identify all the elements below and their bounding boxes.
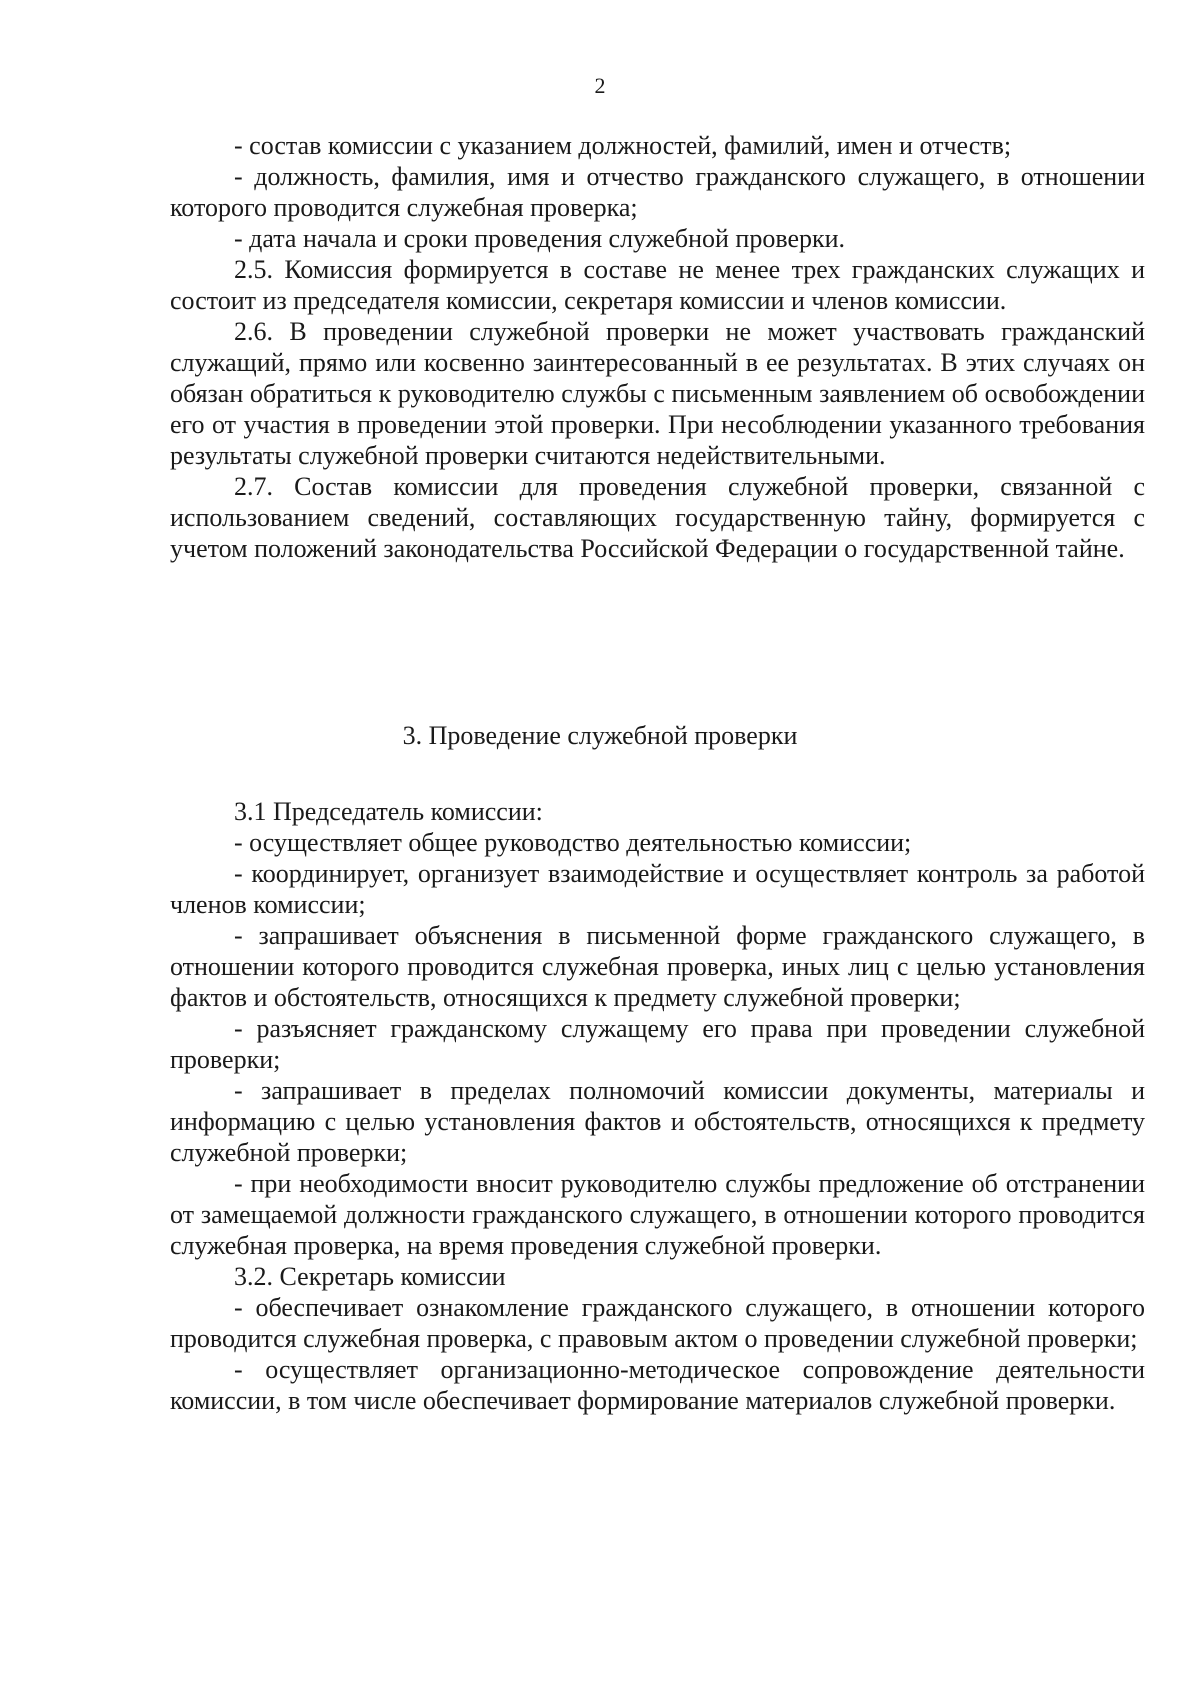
page-number: 2 (594, 73, 606, 98)
paragraph-3-1-title: 3.1 Председатель комиссии: (234, 797, 543, 826)
paragraph-coordinates: - координирует, организует взаимодействие и осуществляет контроль за работой членов комиссии; (170, 859, 1145, 919)
paragraph-commission-composition: - состав комиссии с указанием должностей, фамилий, имен и отчеств; (234, 131, 1012, 160)
paragraph-requests-explanations: - запрашивает объяснения в письменной форме гражданского служащего, в отношении которого проводится служебная проверка, иных лиц с целью установления фактов и обстоятельств, относящихся к предмету служебной проверки; (170, 921, 1145, 1012)
paragraph-2-6: 2.6. В проведении служебной проверки не может участвовать гражданский служащий, прямо или косвенно заинтересованный в ее результатах. В этих случаях он обязан обратиться к руководителю службы с письменным заявлением об освобождении его от участия в проведении этой проверки. При несоблюдении указанного требования результаты служебной проверки считаются недействительными. (170, 317, 1145, 470)
paragraph-explains-rights: - разъясняет гражданскому служащему его права при проведении служебной проверки; (170, 1014, 1145, 1074)
section-3-body (170, 796, 1145, 1416)
paragraph-start-date: - дата начала и сроки проведения служебной проверки. (234, 224, 846, 253)
section-2-continued (170, 130, 1145, 564)
paragraph-methodical-support: - осуществляет организационно-методическое сопровождение деятельности комиссии, в том числе обеспечивает формирование материалов служебной проверки. (170, 1355, 1145, 1415)
section-3-heading: 3. Проведение служебной проверки (402, 721, 798, 750)
paragraph-2-7: 2.7. Состав комиссии для проведения служебной проверки, связанной с использованием сведений, составляющих государственную тайну, формируется с учетом положений законодательства Российской Федерации о государственной тайне. (170, 472, 1145, 563)
paragraph-familiarization: - обеспечивает ознакомление гражданского служащего, в отношении которого проводится служебная проверка, с правовым актом о проведении служебной проверки; (170, 1293, 1145, 1353)
paragraph-suspension: - при необходимости вносит руководителю службы предложение об отстранении от замещаемой должности гражданского служащего, в отношении которого проводится служебная проверка, на время проведения служебной проверки. (170, 1169, 1145, 1260)
paragraph-official-name: - должность, фамилия, имя и отчество гражданского служащего, в отношении которого проводится служебная проверка; (170, 162, 1145, 222)
paragraph-3-2-title: 3.2. Секретарь комиссии (234, 1262, 506, 1291)
paragraph-2-5: 2.5. Комиссия формируется в составе не менее трех гражданских служащих и состоит из председателя комиссии, секретаря комиссии и членов комиссии. (170, 255, 1145, 315)
paragraph-general-guidance: - осуществляет общее руководство деятельностью комиссии; (234, 828, 912, 857)
paragraph-requests-documents: - запрашивает в пределах полномочий комиссии документы, материалы и информацию с целью установления фактов и обстоятельств, относящихся к предмету служебной проверки; (170, 1076, 1145, 1167)
